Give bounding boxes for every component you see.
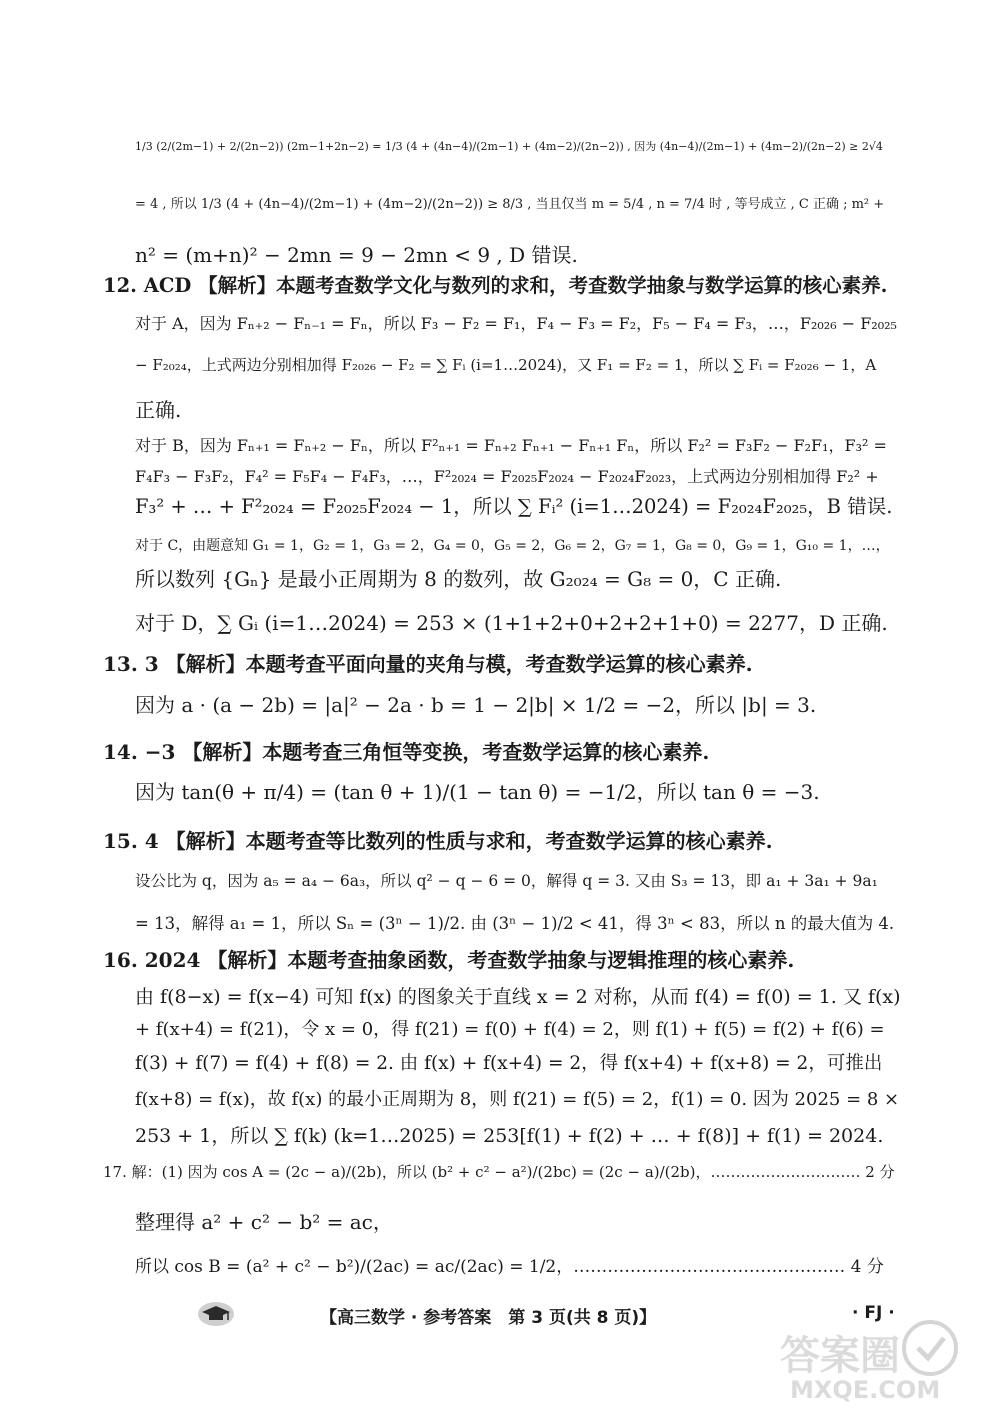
problem-header: 15. 4 【解析】本题考查等比数列的性质与求和，考查数学运算的核心素养.: [103, 829, 773, 853]
site-watermark: [770, 1318, 985, 1406]
text-line: 对于 B，因为 Fₙ₊₁ = Fₙ₊₂ − Fₙ，所以 F²ₙ₊₁ = Fₙ₊₂ Fₙ₊₁ − Fₙ₊₁ Fₙ，所以 F₂² = F₃F₂ − F₂F₁，F₃² =: [135, 436, 887, 455]
text-line: = 13，解得 a₁ = 1，所以 Sₙ = (3ⁿ − 1)/2. 由 (3ⁿ − 1)/2 < 41，得 3ⁿ < 83，所以 n 的最大值为 4.: [135, 914, 895, 933]
text-line: = 4 , 所以 1/3 (4 + (4n−4)/(2m−1) + (4m−2)/(2n−2)) ≥ 8/3 , 当且仅当 m = 5/4 , n = 7/4 时 , 等号成立 , C 正确 ; m² +: [135, 197, 885, 212]
text-line: 设公比为 q，因为 a₅ = a₄ − 6a₃，所以 q² − q − 6 = 0，解得 q = 3. 又由 S₃ = 13，即 a₁ + 3a₁ + 9a₁: [135, 872, 878, 890]
watermark-line2: MXQE.COM: [790, 1376, 941, 1404]
text-line: f(3) + f(7) = f(4) + f(8) = 2. 由 f(x) + f(x+4) = 2，得 f(x+4) + f(x+8) = 2，可推出: [135, 1053, 883, 1074]
region-code: · FJ ·: [852, 1303, 895, 1323]
text-line: F₄F₃ − F₃F₂，F₄² = F₅F₄ − F₄F₃，…，F²₂₀₂₄ = F₂₀₂₅F₂₀₂₄ − F₂₀₂₄F₂₀₂₃，上式两边分别相加得 F₂² +: [135, 467, 879, 486]
text-line: 对于 D，∑ Gᵢ (i=1…2024) = 253 × (1+1+2+0+2+2+1+0) = 2277，D 正确.: [135, 611, 888, 635]
text-line: 17. 解：(1) 因为 cos A = (2c − a)/(2b)，所以 (b² + c² − a²)/(2bc) = (2c − a)/(2b)，………………………… 2 分: [103, 1163, 895, 1181]
problem-header: 16. 2024 【解析】本题考查抽象函数，考查数学抽象与逻辑推理的核心素养.: [103, 948, 795, 972]
text-line: 由 f(8−x) = f(x−4) 可知 f(x) 的图象关于直线 x = 2 对称，从而 f(4) = f(0) = 1. 又 f(x): [135, 986, 901, 1008]
page-footer: 【高三数学 · 参考答案 第 3 页(共 8 页)】: [320, 1308, 657, 1328]
text-line: 对于 A，因为 Fₙ₊₂ − Fₙ₋₁ = Fₙ，所以 F₃ − F₂ = F₁，F₄ − F₃ = F₂，F₅ − F₄ = F₃，…，F₂₀₂₆ − F₂₀₂₅: [135, 314, 897, 333]
text-line: 1/3 (2/(2m−1) + 2/(2n−2)) (2m−1+2n−2) = 1/3 (4 + (4n−4)/(2m−1) + (4m−2)/(2n−2)) , 因为 (4n−4)/(2m−1) + (4m−2)/(2n−2) ≥ 2√4: [135, 140, 883, 153]
problem-header: 13. 3 【解析】本题考查平面向量的夹角与模，考查数学运算的核心素养.: [103, 652, 753, 676]
text-line: 整理得 a² + c² − b² = ac，: [135, 1210, 393, 1234]
problem-header: 12. ACD 【解析】本题考查数学文化与数列的求和，考查数学抽象与数学运算的核心素养.: [103, 274, 888, 297]
text-line: − F₂₀₂₄，上式两边分别相加得 F₂₀₂₆ − F₂ = ∑ Fᵢ (i=1…2024)，又 F₁ = F₂ = 1，所以 ∑ Fᵢ = F₂₀₂₆ − 1，A: [135, 356, 877, 374]
text-line: + f(x+4) = f(21)，令 x = 0，得 f(21) = f(0) + f(4) = 2，则 f(1) + f(5) = f(2) + f(6) =: [135, 1019, 885, 1040]
text-line: 因为 tan(θ + π/4) = (tan θ + 1)/(1 − tan θ) = −1/2，所以 tan θ = −3.: [135, 780, 820, 804]
text-line: F₃² + … + F²₂₀₂₄ = F₂₀₂₅F₂₀₂₄ − 1，所以 ∑ Fᵢ² (i=1…2024) = F₂₀₂₄F₂₀₂₅，B 错误.: [135, 495, 893, 518]
text-line: 所以数列 {Gₙ} 是最小正周期为 8 的数列，故 G₂₀₂₄ = G₈ = 0，C 正确.: [135, 567, 782, 591]
text-line: n² = (m+n)² − 2mn = 9 − 2mn < 9 , D 错误.: [135, 243, 578, 267]
text-line: 正确.: [135, 398, 182, 422]
text-line: 因为 a · (a − 2b) = |a|² − 2a · b = 1 − 2|b| × 1/2 = −2，所以 |b| = 3.: [135, 693, 817, 717]
text-line: f(x+8) = f(x)，故 f(x) 的最小正周期为 8，则 f(21) = f(5) = 2，f(1) = 0. 因为 2025 = 8 ×: [135, 1089, 900, 1110]
problem-header: 14. −3 【解析】本题考查三角恒等变换，考查数学运算的核心素养.: [103, 740, 710, 764]
text-line: 对于 C，由题意知 G₁ = 1，G₂ = 1，G₃ = 2，G₄ = 0，G₅ = 2，G₆ = 2，G₇ = 1，G₈ = 0，G₉ = 1，G₁₀ = 1，…，: [135, 538, 890, 554]
graduation-cap-logo: [196, 1300, 236, 1328]
text-line: 253 + 1，所以 ∑ f(k) (k=1…2025) = 253[f(1) + f(2) + … + f(8)] + f(1) = 2024.: [135, 1125, 884, 1147]
text-line: 所以 cos B = (a² + c² − b²)/(2ac) = ac/(2ac) = 1/2，………………………………………… 4 分: [135, 1257, 884, 1277]
watermark-line1: 答案圈: [780, 1333, 900, 1379]
